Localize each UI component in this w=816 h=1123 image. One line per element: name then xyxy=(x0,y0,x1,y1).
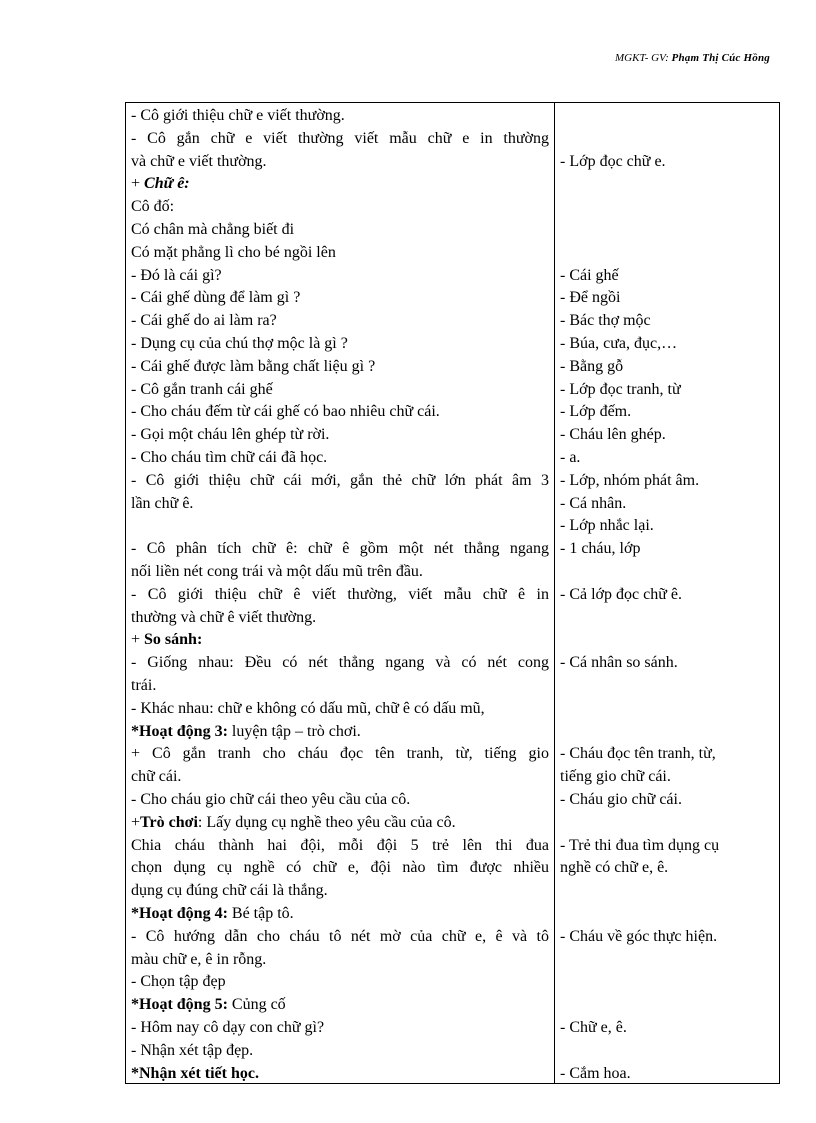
teacher-line-text: - Cô giới thiệu chữ e viết thường. xyxy=(131,107,345,124)
teacher-line xyxy=(131,355,549,378)
teacher-line xyxy=(131,583,549,606)
student-line: - Bằng gỗ xyxy=(560,357,624,375)
teacher-line xyxy=(131,127,549,150)
teacher-line xyxy=(131,902,549,925)
teacher-line-text: - Hôm nay cô dạy con chữ gì? xyxy=(131,1019,325,1036)
teacher-line-text: nối liền nét cong trái và một dấu mũ trên đầu. xyxy=(131,563,423,580)
teacher-line xyxy=(131,560,549,583)
teacher-line-text: - Cái ghế được làm bằng chất liệu gì ? xyxy=(131,357,376,375)
teacher-line xyxy=(131,1039,549,1062)
student-line: - Lớp nhắc lại. xyxy=(560,517,654,535)
student-line: - Cháu gio chữ cái. xyxy=(560,791,682,808)
teacher-line xyxy=(131,720,549,743)
teacher-line xyxy=(131,1016,549,1039)
student-line: - a. xyxy=(560,449,581,466)
teacher-line-text: *Hoạt động 3: xyxy=(131,722,228,740)
teacher-line-text: chữ cái. xyxy=(131,768,182,786)
teacher-line-text: trái. xyxy=(131,677,157,694)
teacher-line xyxy=(131,628,549,651)
teacher-line-text: - Cô hướng dẫn cho cháu tô nét mờ của chữ e, ê và tô xyxy=(131,927,549,945)
student-line: - Cá nhân so sánh. xyxy=(560,654,678,672)
student-line: - Lớp đọc chữ e. xyxy=(560,152,666,170)
teacher-line xyxy=(131,286,549,309)
teacher-line-text: + xyxy=(131,631,145,649)
teacher-line-text: lần chữ ê. xyxy=(131,494,194,512)
teacher-line xyxy=(131,1062,549,1085)
teacher-line xyxy=(131,651,549,674)
teacher-line xyxy=(131,765,549,788)
student-line: - Cắm hoa. xyxy=(560,1064,631,1082)
teacher-line-text: - Cô gắn chữ e viết thường viết mẫu chữ e in thường xyxy=(131,129,549,147)
teacher-line xyxy=(131,514,549,537)
teacher-line-text: - Cho cháu gio chữ cái theo yêu cầu của cô. xyxy=(131,791,411,808)
teacher-line xyxy=(131,879,549,902)
teacher-line xyxy=(131,172,549,195)
lesson-table xyxy=(125,102,780,1084)
teacher-line-text: *Nhận xét tiết học. xyxy=(131,1064,259,1082)
teacher-line-text: - Đó là cái gì? xyxy=(131,266,222,284)
teacher-line-text: Trò chơi xyxy=(140,813,198,831)
teacher-name: Phạm Thị Cúc Hồng xyxy=(671,52,770,64)
teacher-line-text: Chia cháu thành hai đội, mỗi đội 5 trẻ lên thi đua xyxy=(131,836,549,854)
teacher-line xyxy=(131,811,549,834)
student-line: - Bác thợ mộc xyxy=(560,312,651,330)
teacher-line-text: - Cái ghế dùng để làm gì ? xyxy=(131,289,301,307)
student-line: - Cháu đọc tên tranh, từ, xyxy=(560,745,716,763)
teacher-line xyxy=(131,378,549,401)
teacher-line-text: Củng cố xyxy=(227,996,286,1014)
student-line: - Cháu lên ghép. xyxy=(560,426,666,444)
teacher-line-text: luyện tập – trò chơi. xyxy=(227,722,361,740)
teacher-line xyxy=(131,856,549,879)
teacher-line-text: Có mặt phẳng lì cho bé ngồi lên xyxy=(131,243,336,261)
teacher-line-text: : Lấy dụng cụ nghề theo yêu cầu của cô. xyxy=(197,813,456,831)
student-line: - Cá nhân. xyxy=(560,494,627,512)
teacher-line xyxy=(131,195,549,218)
teacher-line xyxy=(131,469,549,492)
teacher-line-text: - Dụng cụ của chú thợ mộc là gì ? xyxy=(131,335,348,352)
teacher-line-text: - Gọi một cháu lên ghép từ rời. xyxy=(131,426,330,444)
teacher-line-text: - Nhận xét tập đẹp. xyxy=(131,1041,254,1059)
student-line: - Để ngồi xyxy=(560,289,621,307)
teacher-line xyxy=(131,742,549,765)
teacher-line xyxy=(131,993,549,1016)
teacher-line-text: + Cô gắn tranh cho cháu đọc tên tranh, từ, tiếng gio xyxy=(131,745,549,763)
teacher-line-text: *Hoạt động 5: xyxy=(131,996,228,1014)
teacher-line-text: - Cho cháu tìm chữ cái đã học. xyxy=(131,449,328,466)
teacher-line xyxy=(131,400,549,423)
teacher-line-text: - Chọn tập đẹp xyxy=(131,973,226,991)
teacher-line-text: Bé tập tô. xyxy=(227,905,294,922)
student-line: tiếng gio chữ cái. xyxy=(560,768,671,786)
teacher-line-text: - Giống nhau: Đều có nét thẳng ngang và có nét cong xyxy=(131,654,549,672)
teacher-line xyxy=(131,788,549,811)
teacher-line xyxy=(131,537,549,560)
teacher-line xyxy=(131,150,549,173)
teacher-line-text: dụng cụ đúng chữ cái là thắng. xyxy=(131,882,328,900)
teacher-line xyxy=(131,970,549,993)
teacher-line xyxy=(131,218,549,241)
teacher-line-text: chọn dụng cụ nghề có chữ e, đội nào tìm được nhiều xyxy=(131,859,549,877)
teacher-line xyxy=(131,674,549,697)
teacher-line xyxy=(131,309,549,332)
teacher-line-text: - Khác nhau: chữ e không có dấu mũ, chữ ê có dấu mũ, xyxy=(131,699,485,717)
teacher-line-text: - Cô giới thiệu chữ cái mới, gắn thẻ chữ lớn phát âm 3 xyxy=(131,471,549,489)
teacher-line-text: Chữ ê: xyxy=(144,175,190,193)
student-line: nghề có chữ e, ê. xyxy=(560,859,669,877)
student-line: - Cái ghế xyxy=(560,266,619,284)
teacher-line-text: - Cái ghế do ai làm ra? xyxy=(131,312,277,330)
teacher-line-text: + xyxy=(131,813,141,831)
teacher-line xyxy=(131,606,549,629)
student-line: - Trẻ thi đua tìm dụng cụ xyxy=(560,836,720,854)
teacher-line xyxy=(131,492,549,515)
student-line: - Lớp, nhóm phát âm. xyxy=(560,471,700,489)
teacher-line xyxy=(131,423,549,446)
teacher-line xyxy=(131,948,549,971)
student-line: - Chữ e, ê. xyxy=(560,1019,627,1036)
teacher-line-text: + xyxy=(131,175,145,193)
teacher-line xyxy=(131,925,549,948)
teacher-line-text: - Cô gắn tranh cái ghế xyxy=(131,380,273,398)
teacher-line xyxy=(131,697,549,720)
teacher-line-text: thường và chữ ê viết thường. xyxy=(131,608,317,626)
teacher-line xyxy=(131,834,549,857)
student-line: - Búa, cưa, đục,… xyxy=(560,335,678,352)
teacher-line-text: màu chữ e, ê in rỗng. xyxy=(131,950,267,968)
student-line: - Lớp đọc tranh, từ xyxy=(560,380,681,398)
teacher-line-text: Có chân mà chẳng biết đi xyxy=(131,221,295,238)
teacher-line-text: - Cô phân tích chữ ê: chữ ê gồm một nét thẳng ngang xyxy=(131,540,549,558)
header-prefix: MGKT- GV: xyxy=(615,52,672,64)
column-divider xyxy=(554,103,555,1083)
student-line: - Cả lớp đọc chữ ê. xyxy=(560,585,682,603)
teacher-line xyxy=(131,264,549,287)
student-line: - 1 cháu, lớp xyxy=(560,540,641,558)
student-line: - Cháu về góc thực hiện. xyxy=(560,927,718,945)
teacher-line-text: *Hoạt động 4: xyxy=(131,905,228,922)
teacher-line-text: So sánh: xyxy=(144,631,203,649)
teacher-line xyxy=(131,446,549,469)
teacher-line xyxy=(131,332,549,355)
teacher-line-text: - Cô giới thiệu chữ ê viết thường, viết mẫu chữ ê in xyxy=(131,585,549,603)
student-line: - Lớp đếm. xyxy=(560,403,632,421)
teacher-line-text: - Cho cháu đếm từ cái ghế có bao nhiêu chữ cái. xyxy=(131,403,440,421)
teacher-line xyxy=(131,104,549,127)
teacher-line xyxy=(131,241,549,264)
teacher-line-text: Cô đố: xyxy=(131,198,175,216)
teacher-line-text: và chữ e viết thường. xyxy=(131,152,267,170)
page-header xyxy=(615,52,770,64)
